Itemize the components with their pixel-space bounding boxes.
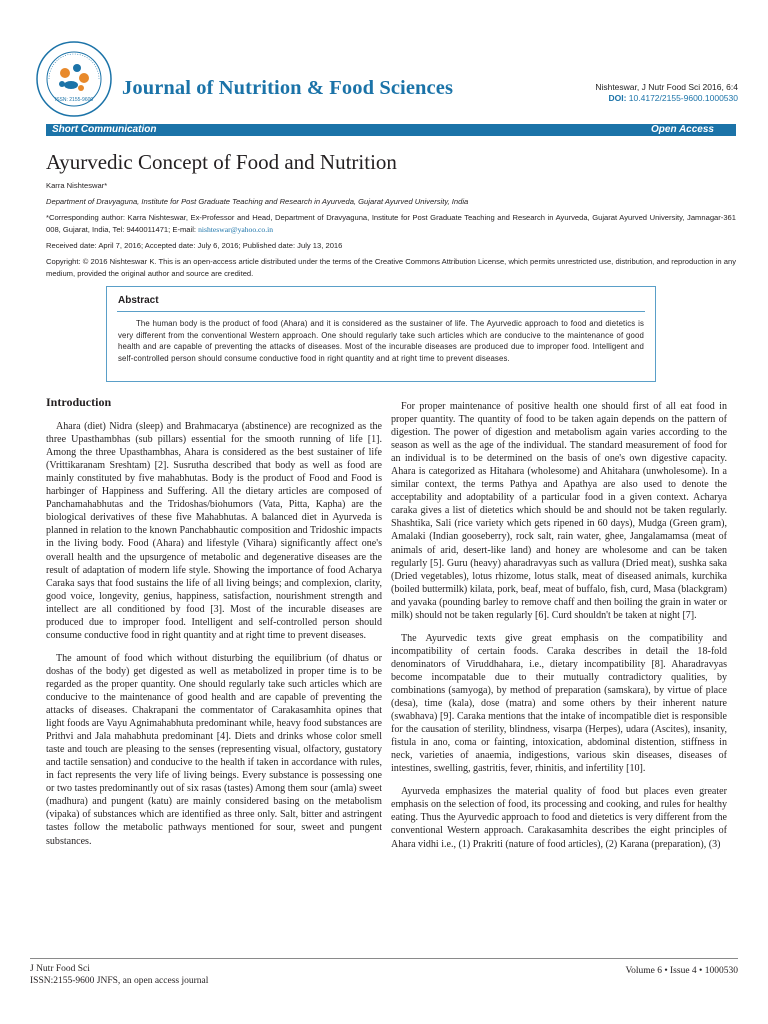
email-link[interactable]: nishteswar@yahoo.co.in bbox=[198, 225, 274, 234]
section-heading-introduction: Introduction bbox=[46, 395, 112, 409]
journal-title: Journal of Nutrition & Food Sciences bbox=[122, 77, 454, 99]
body-paragraph: The Ayurvedic texts give great emphasis on the compatibility and incompatibility of certain foods. Caraka describes in detail the 18-fold denominators of Viruddhahara, i.e., dietary incompatibility [8]. Aharadravyas become incompatable due to their mutually contradictory qualities, by combinations (samyoga), by method of preparation (samskara), by virtue of place (desa), time (kala), dose (matra) and some others by their inherent nature (swabhava) [9]. Caraka mentions that the intake of incompatible diet is responsible for the causation of sterility, blindness, visarpa (Herpes), udara (Ascites), insanity, fistula in ano, coma or fainting, intoxication, abdominal distention, stiffness in neck, varieties of anaemia, indigestions, various skin diseases, diseases of intestines, swelling, gastritis, fever, rhinitis, and infertility [10]. bbox=[391, 632, 727, 775]
author-name: Karra Nishteswar* bbox=[46, 181, 108, 190]
footer-issn: ISSN:2155-9600 JNFS, an open access journal bbox=[30, 976, 209, 986]
doi-link[interactable]: 10.4172/2155-9600.1000530 bbox=[628, 93, 738, 103]
open-access-label: Open Access bbox=[651, 124, 714, 135]
body-paragraph: Ayurveda emphasizes the material quality of food but places even greater emphasis on the selection of food, its processing and cooking, and rules for healthy eating. Thus the Ayurvedic approach to food and dietetics is very different from the conventional Western approach. Carakasamhita describes the eight principles of Ahara vidhi i.e., (1) Prakriti (nature of food articles), (2) Karana (preparation), (3) bbox=[391, 786, 727, 850]
abstract-text: The human body is the product of food (Ahara) and it is considered as the sustainer of life. The Ayurvedic approach to food and dietetics is very different from the conventional Western approach. One should regularly take such articles which are conducive to the maintenance of good health and are capable of preventing the attacks of diseases. Most of the incurable diseases are produced due to improper food. Intelligent and self-controlled person should consume conductive food in right quantity and at right time to prevent diseases. bbox=[118, 319, 644, 363]
corresponding-author bbox=[46, 212, 736, 236]
abstract-box bbox=[106, 286, 656, 382]
abstract-heading: Abstract bbox=[118, 295, 159, 306]
body-paragraph: Ahara (diet) Nidra (sleep) and Brahmacarya (abstinence) are recognized as the three Upasthambhas (sub pillars) essential for the smooth running of life [1]. Among the three Upasthambhas, Ahara is considered as the best sustainer of life (Vrittikaranam Sreshtam) [2]. Susrutha described that body as well as food are mainly constituted by five mahabhutas. Body is the product of Food and Food is harbinger of Happiness and Suffering. All the dietary articles are composed of Panchamahabhutas and the Tridoshas/biohumors (Vata, Pitta, Kapha) are the biological derivatives of these five Mahabhutas. A balanced diet in Ayurveda is planned in relation to the known Panchabhautic composition and Tridoshic impacts in the living body. Food (Ahara) and lifestyle (Vihara) significantly affect one's overall health and the upsurgence of metabolic and degenerative diseases are the result of adaptation of modern life style. Showing the importance of food Acharya Caraka says that food sustains the life of all living beings; and complexion, clarity, good voice, longevity, genius, happiness, satisfaction, nourishment strength and intellect are all conditioned by food [3]. Most of the incurable diseases are produced due to improper food. Intelligent and self-controlled person should consume conductive food in right quantity and at right time to prevent diseases. bbox=[46, 421, 382, 641]
citation-text: Nishteswar, J Nutr Food Sci 2016, 6:4 bbox=[595, 82, 738, 92]
doi-label: DOI: bbox=[608, 93, 627, 103]
affiliation: Department of Dravyaguna, Institute for Post Graduate Teaching and Research in Ayurveda, Gujarat Ayurved University, India bbox=[46, 197, 469, 206]
copyright-notice: Copyright: © 2016 Nishteswar K. This is an open-access article distributed under the terms of the Creative Commons Attribution License, which permits unrestricted use, distribution, and reproduction in any medium, provided the original author and source are credited. bbox=[46, 257, 736, 278]
article-dates: Received date: April 7, 2016; Accepted date: July 6, 2016; Published date: July 13, 2016 bbox=[46, 241, 343, 250]
doi-line bbox=[595, 93, 738, 104]
article-type-bar bbox=[46, 124, 736, 136]
footer-journal-abbrev: J Nutr Food Sci bbox=[30, 964, 90, 974]
article-meta bbox=[46, 180, 736, 280]
article-type-label: Short Communication bbox=[52, 124, 157, 135]
corresponding-author-text: *Corresponding author: Karra Nishteswar, Ex-Professor and Head, Department of Dravyaguna, Institute for Post Graduate Teaching and Research in Ayurveda, Gujarat Ayurved University, Jamnagar-361 008, Gujarat, India, Tel: 9440011471; E-mail: bbox=[46, 213, 736, 234]
body-paragraph: The amount of food which without disturbing the equilibrium (of dhatus or doshas of the body) get digested as well as metabolized in proper time is to be regarded as the proper quantity. One should regularly take such articles which are conducive to the maintenance of good health and are capable of preventing the attacks of diseases. Chakrapani the commentator of Carakasamhita opines that light foods are Vayu Agnimahabhuta predominant while, heavy food substances are Prithvi and Jala mahabhuta predominant [4]. Diets and drinks whose color smell taste and touch are pleasing to the senses (representing visual, olfactory, gustatory and tactile sensation) and conducive to the health if taken in accordance with rules, in fact represents the very life of living beings. Every substance is possessing one or two tastes predominantly out of six rasas (tastes) Among them sour (amla) sweet (madhura) and pungent (katu) are mainly considered basing on the metabolism (vipaka) of substances which are identified as three only. Salt, bitter and astringent tastes follow the metabolic pathways mentioned for sour, sweet and pungent substances. bbox=[46, 652, 382, 847]
footer-journal-info bbox=[30, 963, 208, 987]
footer-volume-info: Volume 6 • Issue 4 • 1000530 bbox=[625, 966, 738, 976]
article-title: Ayurvedic Concept of Food and Nutrition bbox=[46, 150, 397, 174]
left-column bbox=[46, 396, 382, 858]
abstract-divider bbox=[117, 311, 645, 312]
right-column bbox=[391, 400, 727, 861]
body-paragraph: For proper maintenance of positive health one should first of all eat food in proper quantity. The quantity of food to be taken again depends on the pattern of digestion. The power of digestion and metabolism again varies according to the season as well as the age of the individual. The standard measurement of food for an individual is to be determined on the basis of one's own digestive capacity. Ahara is categorized as Hitahara (wholesome) and Ahitahara (unwholesome). In a similar context, the terms Pathya and Apathya are also used to denote the acceptability and adoptability of a particular food in a given context. Acharya caraka gives a list of dietetics which should be and should not be taken regularly. Shashtika, Sali (rice variety which gets ripened in 60 days), Mudga (Green gram), Amalaki (Indian gooseberry), rock salt, rain water, ghee, Jangalamamsa (meat of animals of arid, desert-like land) and honey are wholesome and can be taken regularly [5]. Guru (heavy) aharadravyas such as vallura (Dried meat), sushka saka (Dried vegetables), lotus rhizome, lotus stalk, meat of diseased animals, kurchika (boiled buttermilk) kilata, pork, beaf, meat of buffalo, fish, curd, Masa (blackgram) and yavaka (pounding barley to remove chaff and then boiling the grain in water or milk) should not be taken regularly [6]. Curd shouldn't be taken at night [7]. bbox=[391, 401, 727, 621]
journal-logo bbox=[35, 40, 113, 118]
footer-divider bbox=[30, 958, 738, 959]
svg-text:ISSN: 2155-9600: ISSN: 2155-9600 bbox=[54, 97, 94, 103]
citation-block bbox=[595, 82, 738, 104]
